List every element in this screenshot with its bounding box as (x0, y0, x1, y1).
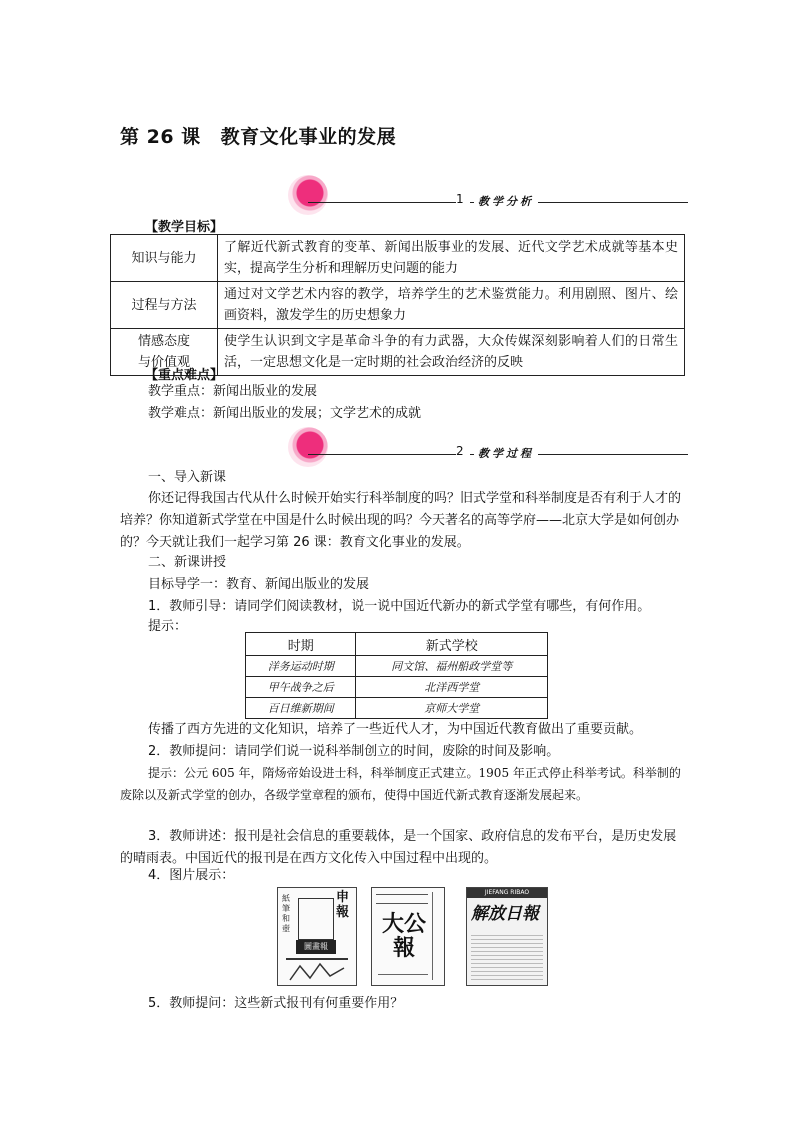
shenbao-center-text: 圖畫報 (296, 940, 336, 954)
section-label: 教学过程 (474, 445, 538, 461)
table-cell: 北洋西学堂 (356, 677, 548, 698)
school-table (245, 632, 548, 719)
goal-key-line1: 情感态度 (137, 334, 190, 349)
section-number: 2 (456, 444, 470, 458)
teaching-focus: 教学重点：新闻出版业的发展 (148, 384, 318, 399)
jiefang-banner: JIEFANG RIBAO (467, 888, 547, 898)
hint-label: 提示： (148, 619, 188, 634)
step-2: 2．教师提问：请同学们说一说科举制创立的时间，废除的时间及影响。 (148, 744, 560, 759)
new-lesson-heading: 二、新课讲授 (148, 555, 227, 570)
step-1: 1．教师引导：请同学们阅读教材，说一说中国近代新办的新式学堂有哪些，有何作用。 (148, 599, 651, 614)
section-label: 教学分析 (474, 193, 538, 209)
shenbao-masthead: 申報 (336, 890, 350, 920)
step-3: 3．教师讲述：报刊是社会信息的重要载体，是一个国家、政府信息的发布平台，是历史发展的晴雨表。中国近代的报刊是在西方文化传入中国过程中出现的。 (120, 829, 677, 866)
goal-key: 知识与能力 (111, 235, 218, 282)
lesson-number: 第 26 课 (120, 126, 201, 148)
intro-paragraph: 你还记得我国古代从什么时候开始实行科举制度的吗？旧式学堂和科举制度是否有利于人才的培养？你知道新式学堂在中国是什么时候出现的吗？今天著名的高等学府——北京大学是如何创办的？今天就让我们一起学习第 26 课：教育文化事业的发展。 (120, 491, 682, 550)
shenbao-image (277, 887, 357, 986)
table-row (111, 235, 685, 282)
goal-value: 通过对文学艺术内容的教学，培养学生的艺术鉴赏能力。利用剧照、图片、绘画资料，激发学生的历史想象力 (218, 282, 685, 329)
illustration-icon (286, 960, 348, 982)
pink-circle-icon (288, 175, 328, 215)
table-cell: 百日维新期间 (246, 698, 356, 719)
goal-key: 过程与方法 (111, 282, 218, 329)
jiefang-masthead: 解放日報 (471, 904, 539, 924)
pink-circle-icon (288, 427, 328, 467)
section-header-analysis (288, 175, 688, 217)
dagongbao-image (371, 887, 445, 986)
table-cell: 甲午战争之后 (246, 677, 356, 698)
section-header-process (288, 427, 688, 469)
shenbao-side-text: 紙筆和壺 (282, 894, 290, 933)
column-header: 时期 (246, 633, 356, 656)
dagongbao-masthead: 大公報 (381, 911, 426, 961)
hint-2: 提示：公元 605 年，隋炀帝始设进士科，科举制度正式建立。1905 年正式停止科举考试。科举制的废除以及新式学堂的创办，各级学堂章程的颁布，使得中国近代新式教育逐渐发展起来。 (120, 766, 681, 802)
column-header: 新式学校 (356, 633, 548, 656)
goal-guide-1: 目标导学一：教育、新闻出版业的发展 (148, 577, 370, 592)
step-4: 4．图片展示： (148, 868, 235, 883)
table-cell: 同文馆、福州船政学堂等 (356, 656, 548, 677)
table-header-row (246, 633, 548, 656)
goal-value: 使学生认识到文字是革命斗争的有力武器，大众传媒深刻影响着人们的日常生活，一定思想文化是一定时期的社会政治经济的反映 (218, 329, 685, 376)
keypoints-heading: 【重点难点】 (145, 368, 224, 383)
after-table-text: 传播了西方先进的文化知识，培养了一些近代人才，为中国近代教育做出了重要贡献。 (148, 722, 643, 737)
jiefang-image (466, 887, 548, 986)
table-row (246, 656, 548, 677)
teaching-difficulty: 教学难点：新闻出版业的发展；文学艺术的成就 (148, 406, 422, 421)
table-cell: 京师大学堂 (356, 698, 548, 719)
step-5: 5．教师提问：这些新式报刊有何重要作用？ (148, 996, 404, 1011)
table-row (246, 677, 548, 698)
goals-table (110, 234, 685, 376)
table-cell: 洋务运动时期 (246, 656, 356, 677)
table-row (246, 698, 548, 719)
goal-key-line2: 与价值观 (137, 355, 190, 370)
intro-heading: 一、导入新课 (148, 470, 227, 485)
lesson-name: 教育文化事业的发展 (220, 126, 397, 148)
table-row (111, 282, 685, 329)
page-title (120, 122, 396, 149)
goals-heading: 【教学目标】 (145, 220, 224, 235)
section-number: 1 (456, 192, 470, 206)
goal-value: 了解近代新式教育的变革、新闻出版事业的发展、近代文学艺术成就等基本史实，提高学生分析和理解历史问题的能力 (218, 235, 685, 282)
